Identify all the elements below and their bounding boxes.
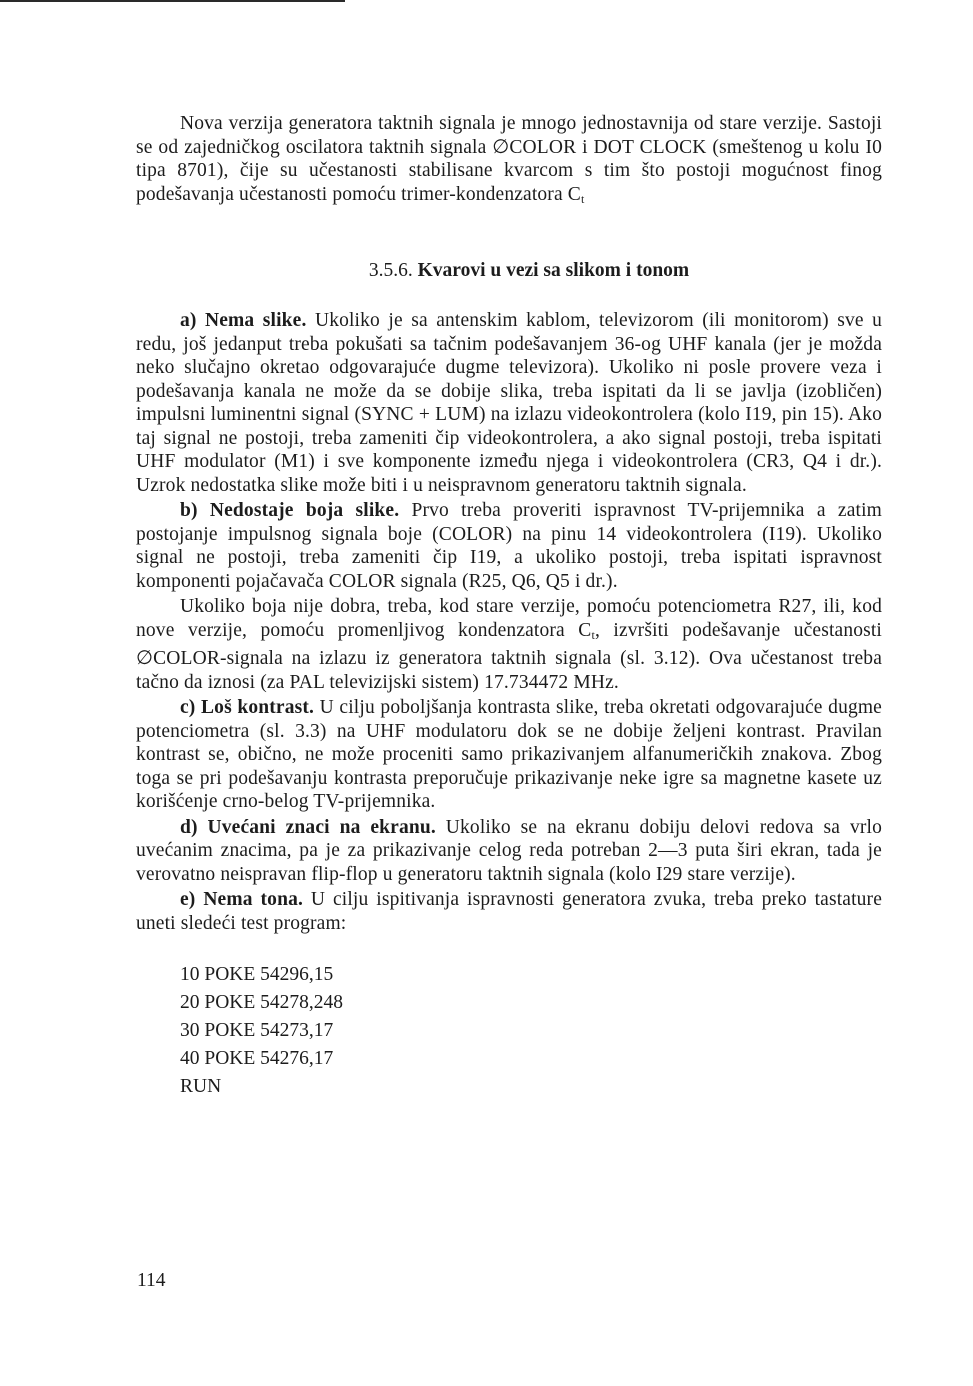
program-line: 10 POKE 54296,15: [180, 964, 334, 985]
section-title: Kvarovi u vezi sa slikom i tonom: [417, 260, 690, 281]
intro-paragraph: [136, 112, 882, 211]
item-bad-contrast: [136, 696, 882, 814]
section-heading: [136, 259, 882, 283]
item-text: Prvo treba proveriti ispravnost TV-prijemnika a zatim postojanje impulsnog signala boje (COLOR) na pinu 14 videokontrolera (I19). Ukoliko signal ne postoji, treba zameniti čip I19, a ukoliko postoji, treba ispitati ispravnost komponenti pojačavača COLOR signala (R25, Q6, Q5 i dr.).: [136, 500, 882, 592]
item-lead: a) Nema slike.: [180, 310, 307, 331]
item-text: Ukoliko se na ekranu dobiju delovi redova sa vrlo uvećanim znacima, pa je za prikazivanje celog reda potreban 2—3 puta širi ekran, tada je verovatno neispravan flip-flop u generatoru taktnih signala (kolo I29 stare verzije).: [136, 816, 882, 885]
program-line: 30 POKE 54273,17: [180, 1020, 334, 1041]
item-text: U cilju poboljšanja kontrasta slike, treba okretati odgovarajuće dugme potenciometra (sl. 3.3) na UHF modulatoru dok se ne dobije željeni kontrast. Pravilan kontrast se, obično, ne može proceniti samo prikazivanjem alfanumeričkih znakova. Zbog toga se pri podešavanju kontrasta preporučuje prikazivanje neke igre sa magnetne kasete uz korišćenje crno-belog TV-prijemnika.: [136, 697, 882, 812]
item-no-picture: [136, 309, 882, 497]
program-line: 40 POKE 54276,17: [180, 1048, 334, 1069]
item-lead: e) Nema tona.: [180, 889, 303, 910]
item-text: Ukoliko boja nije dobra, treba, kod stare verzije, pomoću potenciometra R27, ili, kod nove verzije, pomoću promenljivog kondenzatora C: [136, 596, 882, 641]
item-lead: d) Uvećani znaci na ekranu.: [180, 816, 436, 838]
program-line: 20 POKE 54278,248: [180, 992, 344, 1013]
page-number: 114: [137, 1270, 166, 1291]
program-line: RUN: [180, 1076, 222, 1097]
item-text: U cilju ispitivanja ispravnosti generatora zvuka, treba preko tastature uneti sledeći test program:: [136, 889, 882, 934]
top-rule: [0, 0, 345, 2]
intro-text: Nova verzija generatora taktnih signala je mnogo jednostavnija od stare verzije. Sastoji se od zajedničkog oscilatora taktnih signala ∅COLOR i DOT CLOCK (smeštenog u kolu I0 tipa 8701), čije su učestanosti stabilisane kvarcom s tim što postoji mogućnost finog podešavanja učestanosti pomoću trimer-kondenzatora C: [136, 113, 882, 205]
item-text: Ukoliko je sa antenskim kablom, televizorom (ili monitorom) sve u redu, još jedanput treba pokušati sa tačnim podešavanjem 36-og UHF kanala (jer je možda neko slučajno okretao odgovarajuće dugme televizora). Ukoliko ni posle provere veza i podešavanja kanala ne može da se dobije slika, treba ispitati da li se javlja (izobličen) impulsni luminentni signal (SYNC + LUM) na izlazu videokontrolera (kolo I19, pin 15). Ako taj signal ne postoji, treba zameniti čip videokontrolera, a ako signal postoji, treba ispitati UHF modulator (M1) i sve komponente između njega i videokontrolera (CR3, Q4 i dr.). Uzrok nedostatka slike može biti i u neispravnom generatoru taktnih signala.: [136, 310, 883, 496]
item-text-continued: , izvršiti podešavanje učestanosti ∅COLOR-signala na izlazu iz generatora taktnih signala (sl. 3.12). Ova učestanost treba tačno da iznosi (za PAL televizijski sistem) 17.734472 MHz.: [136, 619, 882, 693]
page-body: [136, 112, 882, 1101]
capacitor-subscript: t: [591, 627, 595, 642]
item-enlarged-chars: [136, 816, 882, 887]
item-no-sound: [136, 888, 882, 935]
item-lead: b) Nedostaje boja slike.: [180, 500, 400, 521]
section-number: 3.5.6.: [368, 260, 413, 281]
test-program: [180, 961, 882, 1101]
item-no-color: [136, 499, 882, 593]
intro-subscript: t: [580, 191, 585, 206]
color-adjust-paragraph: [136, 595, 882, 694]
item-lead: c) Loš kontrast.: [180, 697, 315, 718]
